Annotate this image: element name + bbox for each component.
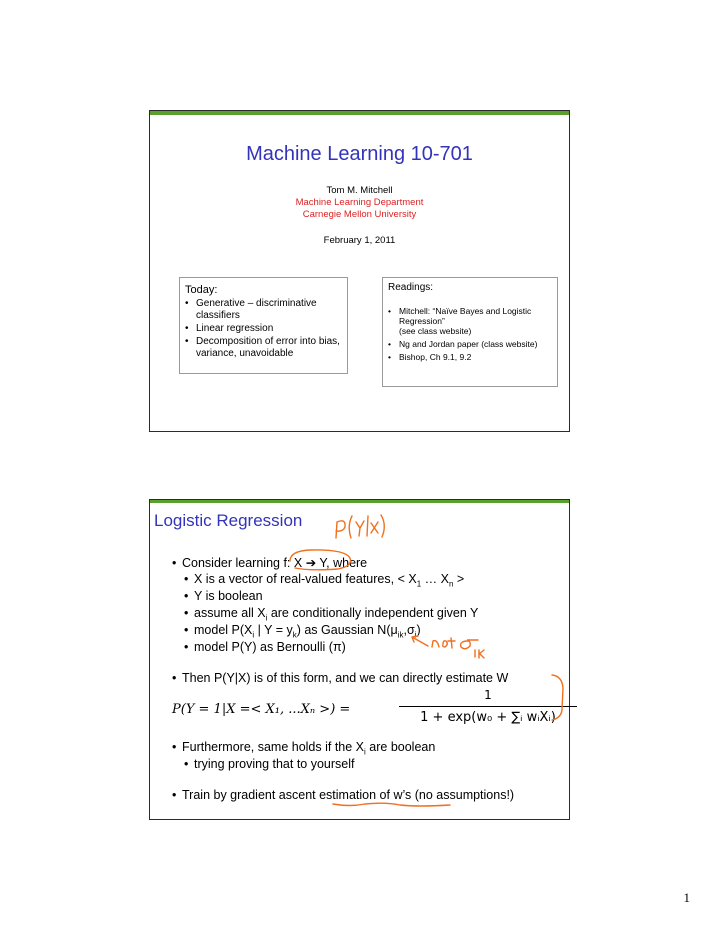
bullet-consider-learning: • Consider learning f: X ➔ Y, where xyxy=(172,556,368,570)
bullet-then-form: • Then P(Y|X) is of this form, and we can directly estimate W xyxy=(172,671,509,685)
ink-bar xyxy=(367,516,368,536)
readings-box xyxy=(382,277,558,387)
list-item: • Linear regression xyxy=(185,323,343,335)
department-name: Machine Learning Department xyxy=(295,197,424,208)
ink-paren-close xyxy=(381,515,384,537)
formula-lhs: P(Y = 1|X =< X₁, ...Xₙ >) = xyxy=(172,702,351,717)
author-name: Tom M. Mitchell xyxy=(326,185,393,196)
lecture-date: February 1, 2011 xyxy=(323,235,396,246)
sub-bullet-y-boolean: • Y is boolean xyxy=(184,589,263,603)
sub-bullet-bernoulli: • model P(Y) as Bernoulli (π) xyxy=(184,640,346,654)
slide-title: Machine Learning 10-701 xyxy=(246,143,473,165)
slide-accent-bar xyxy=(150,111,569,115)
list-item: • Decomposition of error into bias, variance, unavoidable xyxy=(185,336,343,360)
ink-subscript-ik xyxy=(475,650,484,658)
list-item: • Mitchell: “Naïve Bayes and Logistic Regression” xyxy=(388,306,553,326)
formula-denominator: 1 + exp(w₀ + ∑ᵢ wᵢXᵢ) xyxy=(420,710,556,725)
ink-letter-y xyxy=(356,521,364,536)
sub-bullet-trying: • trying proving that to yourself xyxy=(184,757,355,771)
page-number: 1 xyxy=(683,890,690,905)
list-item: (see class website) xyxy=(399,326,472,336)
slide-accent-bar xyxy=(150,500,569,503)
readings-heading: Readings: xyxy=(388,282,434,293)
list-item: • Generative – discriminative classifiers xyxy=(185,298,343,322)
formula-numerator: 1 xyxy=(484,688,492,702)
handwritten-annotations xyxy=(150,500,571,821)
today-list xyxy=(185,298,343,361)
formula-fraction xyxy=(399,688,577,725)
readings-list xyxy=(388,306,553,365)
list-item: • Ng and Jordan paper (class website) xyxy=(388,339,553,349)
ink-letter-p xyxy=(336,521,345,538)
fraction-bar xyxy=(399,706,577,707)
slide-title: Logistic Regression xyxy=(154,511,303,530)
sub-bullet-gaussian: • model $P(X_i$ | $Y = y_k$) as Gaussian $N(\mu_{ik},\sigma_i)$ xyxy=(184,623,421,640)
sub-bullet-independence: • assume all $X_i$ are conditionally independent given Y xyxy=(184,606,479,623)
today-box xyxy=(179,277,348,374)
title-slide xyxy=(149,110,570,432)
ink-paren-open xyxy=(349,516,352,538)
sub-bullet-features: • X is a vector of real-valued features, < $X_1$ … $X_n$ > xyxy=(184,572,465,589)
ink-underline xyxy=(333,803,450,806)
ink-letter-x xyxy=(371,522,378,533)
logistic-regression-slide xyxy=(149,499,570,820)
university-name: Carnegie Mellon University xyxy=(302,209,417,220)
list-item: • Bishop, Ch 9.1, 9.2 xyxy=(388,352,553,362)
arrow-icon: ➔ xyxy=(305,556,317,570)
ink-word-not xyxy=(432,638,455,648)
today-heading: Today: xyxy=(185,284,218,296)
bullet-train: • Train by gradient ascent estimation of w’s (no assumptions!) xyxy=(172,788,515,802)
bullet-furthermore: • Furthermore, same holds if the $X_i$ are boolean xyxy=(172,740,436,757)
ink-sigma xyxy=(461,640,478,649)
